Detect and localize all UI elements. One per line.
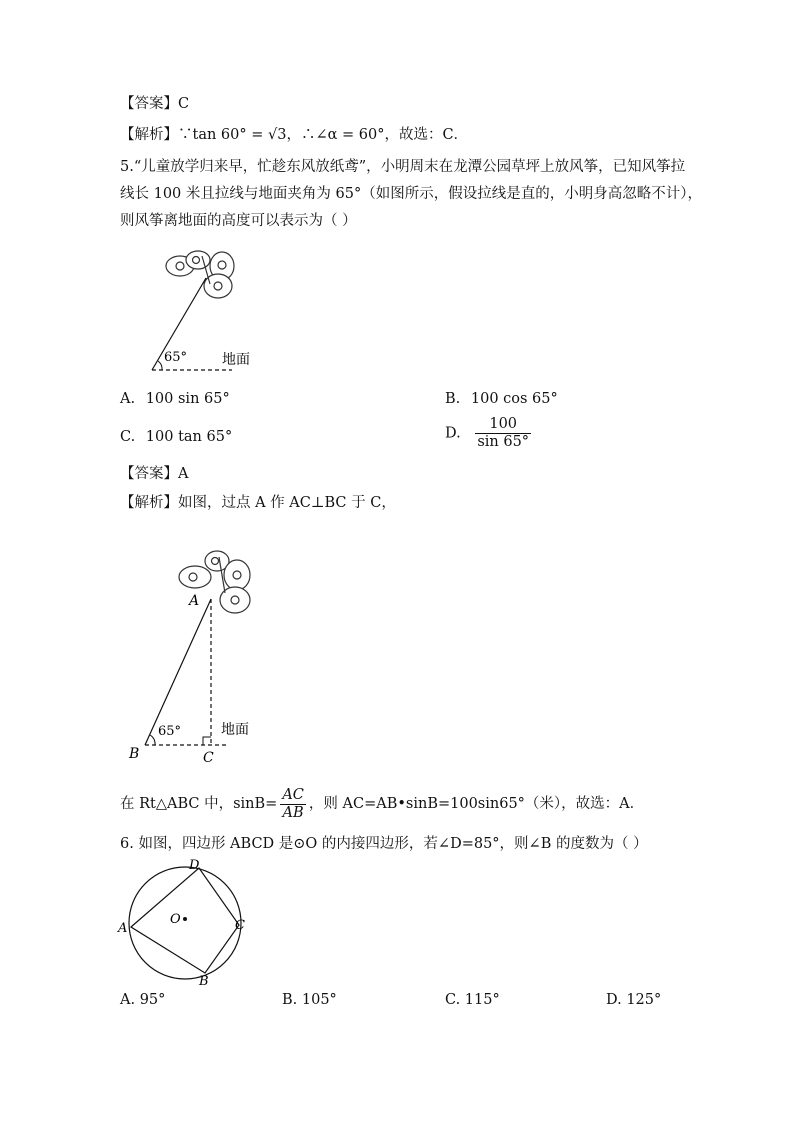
label-c: C bbox=[203, 750, 214, 766]
analysis-label: 【解析】 bbox=[120, 127, 178, 143]
conclusion-suffix: ，则 AC=AB•sinB=100sin65°（米），故选：A． bbox=[308, 796, 645, 812]
q6-option-a[interactable] bbox=[120, 990, 165, 1010]
option-letter: D. bbox=[445, 425, 461, 442]
answer-value: A bbox=[178, 466, 189, 482]
angle-label: 65° bbox=[158, 724, 182, 739]
right-angle-mark bbox=[203, 737, 211, 745]
answer-line-q5 bbox=[120, 464, 188, 484]
label-c: C bbox=[235, 918, 245, 933]
fraction-numerator: 100 bbox=[475, 416, 531, 434]
option-letter: D. bbox=[606, 992, 622, 1008]
fraction-denominator: sin 65° bbox=[477, 434, 530, 450]
option-letter: B. bbox=[445, 391, 461, 407]
q5-stem-line1: 5.“儿童放学归来早，忙趁东风放纸鸢”，小明周末在龙潭公园草坪上放风筝，已知风筝拉 bbox=[120, 159, 686, 175]
kite-figure bbox=[140, 240, 280, 380]
kite-butterfly-icon bbox=[166, 251, 234, 298]
label-a: A bbox=[118, 921, 128, 936]
option-text: 115° bbox=[464, 992, 500, 1008]
fraction-denominator: AB bbox=[282, 804, 304, 821]
q5-stem-line3: 则风筝离地面的高度可以表示为（ ） bbox=[120, 213, 357, 229]
option-letter: C. bbox=[120, 429, 136, 445]
analysis-text: ∵tan 60° = √3，∴∠α = 60°，故选：C． bbox=[178, 127, 469, 143]
q6-option-d[interactable] bbox=[606, 990, 661, 1010]
conclusion-prefix: 在 Rt△ABC 中，sinB= bbox=[120, 796, 278, 812]
fraction-numerator: AC bbox=[282, 786, 304, 803]
circle-o bbox=[129, 867, 241, 979]
analysis-line-q5 bbox=[120, 493, 396, 513]
ground-label: 地面 bbox=[221, 722, 249, 738]
analysis-text: 如图，过点 A 作 AC⊥BC 于 C， bbox=[178, 495, 396, 511]
circle-figure bbox=[115, 855, 255, 990]
q6-option-c[interactable] bbox=[445, 990, 500, 1010]
label-d: D bbox=[189, 858, 200, 873]
option-letter: C. bbox=[445, 992, 461, 1008]
analysis-line-q4 bbox=[120, 125, 468, 145]
answer-line-q4 bbox=[120, 94, 189, 114]
analysis-label: 【解析】 bbox=[120, 495, 178, 511]
center-point bbox=[183, 917, 187, 921]
option-a[interactable] bbox=[120, 389, 230, 409]
option-text: 125° bbox=[626, 992, 662, 1008]
option-text: 100 cos 65° bbox=[470, 391, 558, 407]
q5-stem-line2: 线长 100 米且拉线与地面夹角为 65°（如图所示，假设拉线是直的，小明身高忽略不计）， bbox=[120, 186, 702, 202]
label-o: O bbox=[170, 912, 181, 927]
angle-label: 65° bbox=[164, 350, 188, 365]
option-text: 100 tan 65° bbox=[145, 429, 233, 445]
conclusion-fraction bbox=[280, 787, 306, 822]
option-letter: A. bbox=[120, 391, 136, 407]
label-b: B bbox=[199, 974, 209, 989]
option-fraction bbox=[475, 416, 531, 451]
answer-value: C bbox=[178, 96, 190, 112]
q6-option-b[interactable] bbox=[282, 990, 337, 1010]
option-b[interactable] bbox=[445, 389, 558, 409]
label-a: A bbox=[189, 593, 200, 609]
option-letter: A. bbox=[120, 992, 136, 1008]
option-text: 105° bbox=[301, 992, 337, 1008]
answer-label: 【答案】 bbox=[120, 96, 178, 112]
angle-arc bbox=[150, 735, 155, 745]
angle-arc bbox=[158, 361, 162, 370]
answer-label: 【答案】 bbox=[120, 466, 178, 482]
q5-conclusion bbox=[120, 786, 644, 822]
option-c[interactable] bbox=[120, 427, 232, 447]
ground-label: 地面 bbox=[222, 352, 250, 368]
label-b: B bbox=[129, 746, 140, 762]
option-d[interactable] bbox=[445, 416, 534, 451]
option-text: 100 sin 65° bbox=[145, 391, 230, 407]
option-text: 95° bbox=[139, 992, 166, 1008]
q6-stem: 6. 如图，四边形 ABCD 是⊙O 的内接四边形，若∠D=85°，则∠B 的度数为（ ） bbox=[120, 836, 648, 852]
kite-triangle-figure bbox=[125, 545, 295, 770]
option-letter: B. bbox=[282, 992, 298, 1008]
